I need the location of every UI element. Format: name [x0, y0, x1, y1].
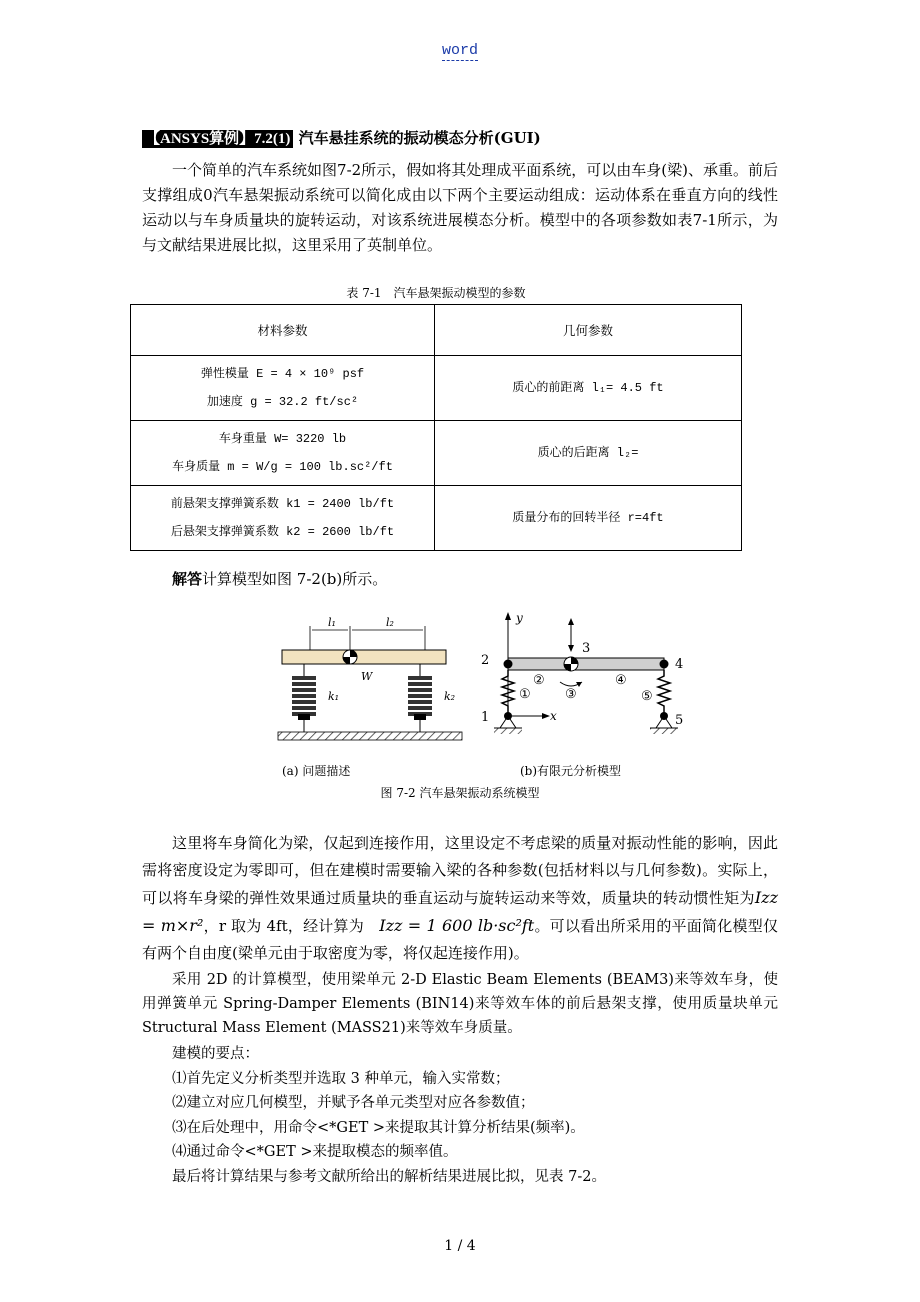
cell-line: 车身质量 m = W/g = 100 lb.sc²/ft: [172, 460, 393, 474]
fig-b-y-axis: y: [516, 611, 523, 625]
table-header-row: [131, 305, 742, 356]
fig-label-a: (a) 问题描述: [282, 764, 351, 778]
fig-b-elem-5: ⑤: [641, 689, 653, 704]
fig-b-elem-2: ②: [533, 673, 545, 688]
answer-line: [172, 568, 387, 589]
list-item: ⑷通过命令<*GET >来提取模态的频率值。: [172, 1144, 458, 1160]
fig-b-node-1: 1: [481, 710, 490, 725]
table-header-material: 材料参数: [131, 305, 435, 356]
table-caption: 表 7-1 汽车悬架振动模型的参数: [346, 286, 526, 300]
table-cell-material: [131, 421, 435, 486]
parameters-table: [130, 304, 742, 551]
inertia-value: Izz = 1 600 lb·sc²ft: [379, 916, 535, 935]
fig-b-elem-1: ①: [519, 687, 531, 702]
header-link[interactable]: [0, 42, 920, 59]
fig-b-beam: [508, 658, 664, 670]
fig-b-elem-3: ③: [565, 687, 577, 702]
answer-label: 解答: [172, 570, 203, 588]
points-heading: 建模的要点：: [172, 1046, 259, 1062]
fig-b-spring-rear: [658, 670, 670, 718]
figure-a-sketch: [278, 616, 462, 740]
body-paragraph-2: [142, 968, 778, 1040]
fig-b-x-axis: x: [550, 709, 557, 723]
suspension-figure: [270, 608, 690, 778]
figure-caption: 图 7-2 汽车悬架振动系统模型: [380, 786, 540, 800]
table-cell-geometry: 质量分布的回转半径 r=4ft: [435, 486, 742, 551]
cell-line: 加速度 g = 32.2 ft/sc²: [206, 395, 359, 409]
body-text: [142, 830, 778, 967]
body-p1-c: 。可以看出所采用的平面简化模型仅有两个自由度(梁单元由于取密度为零，将仅起连接作用)。: [142, 917, 778, 962]
body-text: 采用 2D 的计算模型，使用梁单元 2-D Elastic Beam Elements (BEAM3)来等效车身，使用弹簧单元 Spring-Damper Elements (BIN14)来等效车体的前后悬架支撑，使用质量块单元 Structural Mass Element (MASS21)来等效车身质量。: [142, 972, 778, 1036]
fig-b-node-3: 3: [582, 641, 591, 656]
list-item: ⑵建立对应几何模型，并赋予各单元类型对应各参数值；: [172, 1095, 535, 1111]
table-cell-material: [131, 486, 435, 551]
fig-a-spring-front: [292, 664, 316, 732]
fig-b-elem-4: ④: [615, 673, 627, 688]
cell-line: 后悬架支撑弹簧系数 k2 = 2600 lb/ft: [170, 525, 395, 539]
table-cell-geometry: 质心的后距离 l₂=: [435, 421, 742, 486]
cell-line: 车身重量 W= 3220 lb: [218, 432, 347, 446]
table-cell-geometry: 质心的前距离 l₁= 4.5 ft: [435, 356, 742, 421]
cell-line: 前悬架支撑弹簧系数 k1 = 2400 lb/ft: [170, 497, 395, 511]
fig-label-b: (b)有限元分析模型: [520, 764, 622, 778]
fig-a-l1-label: l₁: [328, 616, 336, 629]
fig-b-node-4: 4: [675, 657, 684, 672]
header-link-text[interactable]: word: [441, 42, 478, 59]
closing-line: 最后将计算结果与参考文献所给出的解析结果进展比拟，见表 7-2。: [172, 1168, 606, 1185]
table-cell-material: [131, 356, 435, 421]
cell-line: 弹性模量 E = 4 × 10⁹ psf: [200, 367, 365, 381]
table-row: [131, 421, 742, 486]
fig-a-car-body: [282, 650, 446, 664]
section-title: [142, 127, 541, 148]
fig-a-k2-label: k₂: [444, 690, 456, 703]
fig-a-spring-rear: [408, 664, 432, 732]
intro-paragraph: [142, 158, 778, 258]
modeling-points: [172, 1042, 606, 1189]
inertia-formula: Izz = m×r²: [142, 888, 778, 935]
body-p1-b: ，r 取为 4ft，经计算为: [203, 917, 365, 935]
fig-a-weight-label: W: [361, 670, 373, 683]
table-row: [131, 486, 742, 551]
list-item: ⑶在后处理中，用命令<*GET >来提取其计算分析结果(频率)。: [172, 1119, 585, 1136]
body-p1-a: 这里将车身简化为梁，仅起到连接作用，这里设定不考虑梁的质量对振动性能的影响，因此需将密度设定为零即可，但在建模时需要输入梁的各种参数(包括材料以与几何参数)。实际上，可以将车身梁的弹性效果通过质量块的垂直运动与旋转运动来等效，质量块的转动惯性矩为: [142, 834, 778, 907]
title-text: 汽车悬挂系统的振动模态分析(GUI): [298, 129, 541, 147]
figure-b-model: [481, 611, 683, 734]
body-paragraph-1: [142, 830, 778, 967]
fig-a-ground: [278, 732, 462, 740]
fig-a-k1-label: k₁: [328, 690, 340, 703]
fig-b-node-5: 5: [675, 713, 684, 728]
fig-a-l2-label: l₂: [386, 616, 394, 629]
intro-text: 一个简单的汽车系统如图7-2所示，假如将其处理成平面系统，可以由车身(梁)、承重。前后支撑组成0汽车悬架振动系统可以简化成由以下两个主要运动组成：运动体系在垂直方向的线性运动以与车身质量块的旋转运动，对该系统进展模态分析。模型中的各项参数如表7-1所示，为与文献结果进展比拟，这里采用了英制单位。: [142, 161, 778, 254]
list-item: ⑴首先定义分析类型并选取 3 种单元，输入实常数；: [172, 1070, 510, 1087]
title-tag: 【ANSYS算例】7.2(1): [142, 130, 293, 148]
fig-b-node-2: 2: [481, 653, 490, 668]
page-number: 1 / 4: [444, 1238, 476, 1254]
table-header-geometry: 几何参数: [435, 305, 742, 356]
answer-text: 计算模型如图 7-2(b)所示。: [202, 570, 388, 588]
table-row: [131, 356, 742, 421]
